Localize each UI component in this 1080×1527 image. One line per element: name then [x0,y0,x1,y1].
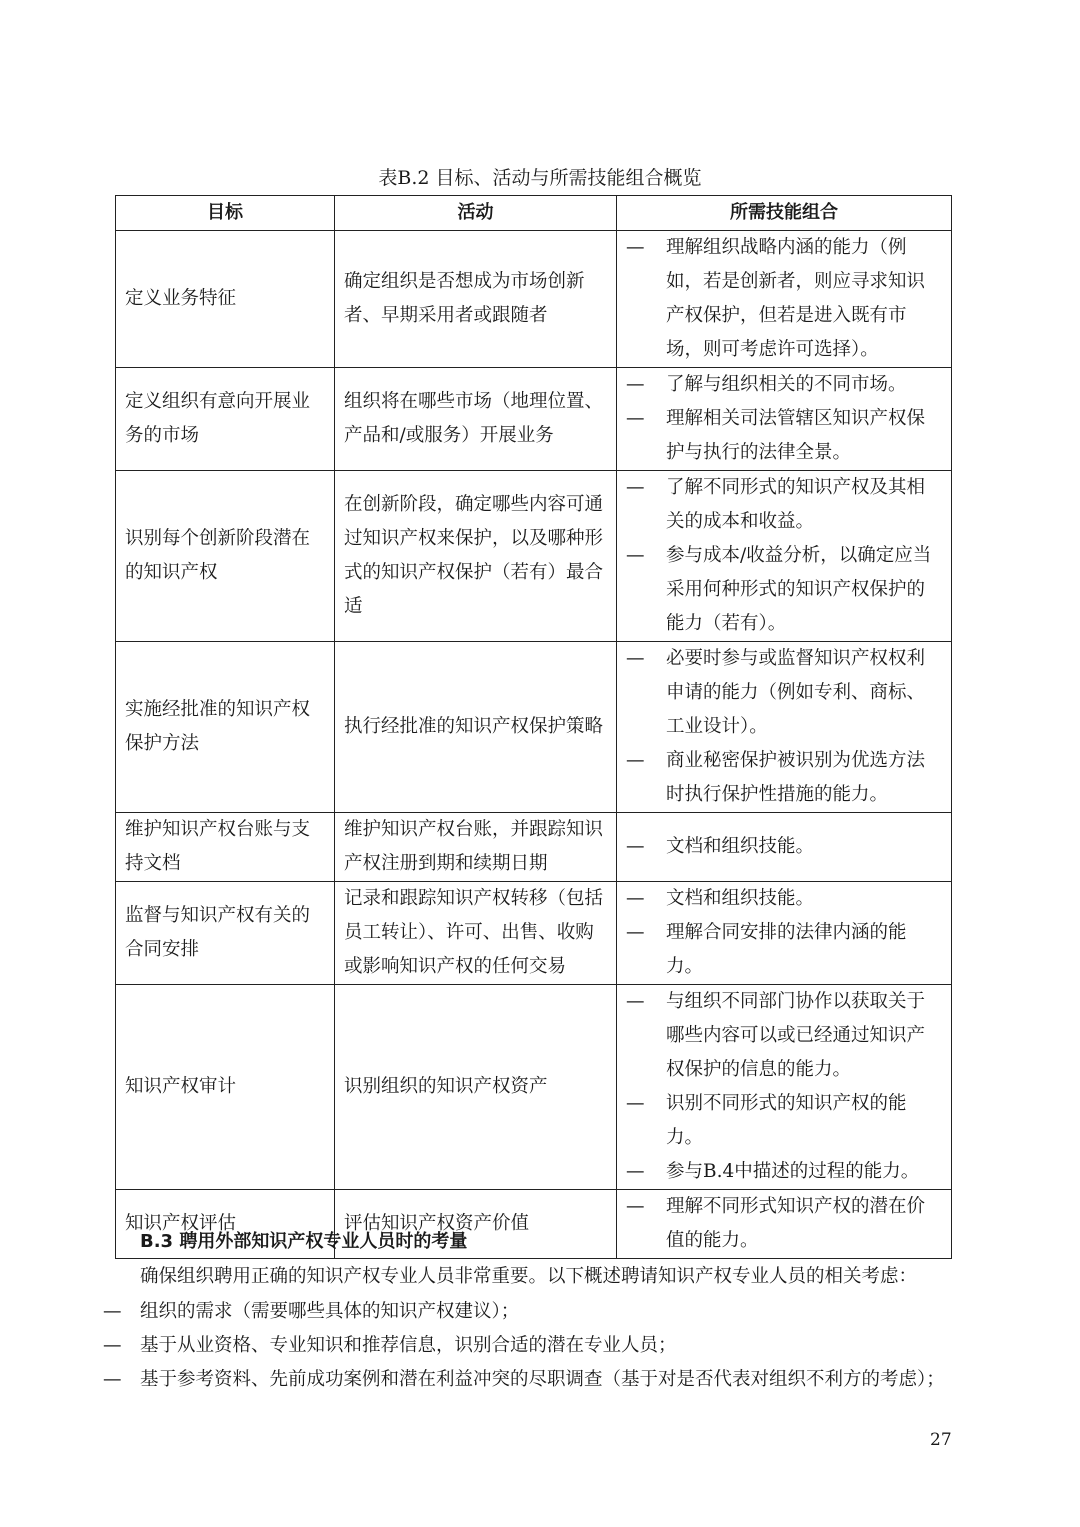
table-header-row [116,196,952,231]
activity-cell: 识别组织的知识产权资产 [335,985,617,1190]
skills-cell [617,471,952,642]
activity-cell: 维护知识产权台账，并跟踪知识产权注册到期和续期日期 [335,813,617,882]
skills-cell [617,642,952,813]
list-item-text: 基于参考资料、先前成功案例和潜在利益冲突的尽职调查（基于对是否代表对组织不利方的考虑）； [140,1369,945,1390]
table-caption: 表B.2 目标、活动与所需技能组合概览 [378,167,702,189]
skills-cell [617,813,952,882]
list-item-text: 组织的需求（需要哪些具体的知识产权建议）； [140,1301,520,1322]
activity-cell: 在创新阶段，确定哪些内容可通过知识产权来保护，以及哪种形式的知识产权保护（若有）最合适 [335,471,617,642]
activity-cell: 记录和跟踪知识产权转移（包括员工转让）、许可、出售、收购或影响知识产权的任何交易 [335,882,617,985]
goal-cell: 监督与知识产权有关的合同安排 [116,882,335,985]
skill-item: — 理解相关司法管辖区知识产权保护与执行的法律全景。 [626,402,942,470]
header-skills: 所需技能组合 [617,196,952,231]
skill-item: — 参与B.4中描述的过程的能力。 [626,1155,942,1189]
header-activity: 活动 [335,196,617,231]
activity-cell: 组织将在哪些市场（地理位置、产品和/或服务）开展业务 [335,368,617,471]
skill-item: — 了解不同形式的知识产权及其相关的成本和收益。 [626,471,942,539]
dash-marker: — [103,1301,122,1322]
skill-item: — 文档和组织技能。 [626,882,942,916]
skills-cell [617,985,952,1190]
dash-marker: — [103,1369,122,1390]
consideration-list [103,1295,945,1397]
skill-item: — 必要时参与或监督知识产权权利申请的能力（例如专利、商标、工业设计）。 [626,642,942,744]
goal-cell: 知识产权评估 [116,1190,335,1259]
table-row [116,368,952,471]
goal-cell: 定义组织有意向开展业务的市场 [116,368,335,471]
section-title: B.3 聘用外部知识产权专业人员时的考量 [140,1231,468,1252]
table-row [116,813,952,882]
table-row [116,642,952,813]
skill-item: — 与组织不同部门协作以获取关于哪些内容可以或已经通过知识产权保护的信息的能力。 [626,985,942,1087]
intro-paragraph: 确保组织聘用正确的知识产权专业人员非常重要。以下概述聘请知识产权专业人员的相关考虑： [140,1266,918,1287]
dash-marker: — [103,1335,122,1356]
skill-item: — 理解合同安排的法律内涵的能力。 [626,916,942,984]
skill-item: — 参与成本/收益分析，以确定应当采用何种形式的知识产权保护的能力（若有）。 [626,539,942,641]
table-row [116,985,952,1190]
skill-item: — 理解不同形式知识产权的潜在价值的能力。 [626,1190,942,1258]
header-goal: 目标 [116,196,335,231]
table-row [116,882,952,985]
skills-cell [617,1190,952,1259]
activity-cell: 确定组织是否想成为市场创新者、早期采用者或跟随者 [335,231,617,368]
page-number: 27 [930,1430,952,1450]
skills-cell [617,231,952,368]
table-row [116,231,952,368]
activity-cell: 评估知识产权资产价值 [335,1190,617,1259]
list-item [103,1329,945,1363]
goal-cell: 定义业务特征 [116,231,335,368]
activity-cell: 执行经批准的知识产权保护策略 [335,642,617,813]
goal-cell: 知识产权审计 [116,985,335,1190]
goal-cell: 维护知识产权台账与支持文档 [116,813,335,882]
skill-item: — 商业秘密保护被识别为优选方法时执行保护性措施的能力。 [626,744,942,812]
skill-item: — 理解组织战略内涵的能力（例如，若是创新者，则应寻求知识产权保护，但若是进入既有市场，则可考虑许可选择）。 [626,231,942,367]
skill-item: — 了解与组织相关的不同市场。 [626,368,942,402]
list-item-text: 基于从业资格、专业知识和推荐信息，识别合适的潜在专业人员； [140,1335,677,1356]
skills-cell [617,368,952,471]
goal-cell: 实施经批准的知识产权保护方法 [116,642,335,813]
skill-item: — 识别不同形式的知识产权的能力。 [626,1087,942,1155]
table-row [116,471,952,642]
skill-item: — 文档和组织技能。 [626,830,942,864]
goal-cell: 识别每个创新阶段潜在的知识产权 [116,471,335,642]
list-item [103,1295,945,1329]
skills-table [115,195,952,1259]
list-item [103,1363,945,1397]
skills-cell [617,882,952,985]
